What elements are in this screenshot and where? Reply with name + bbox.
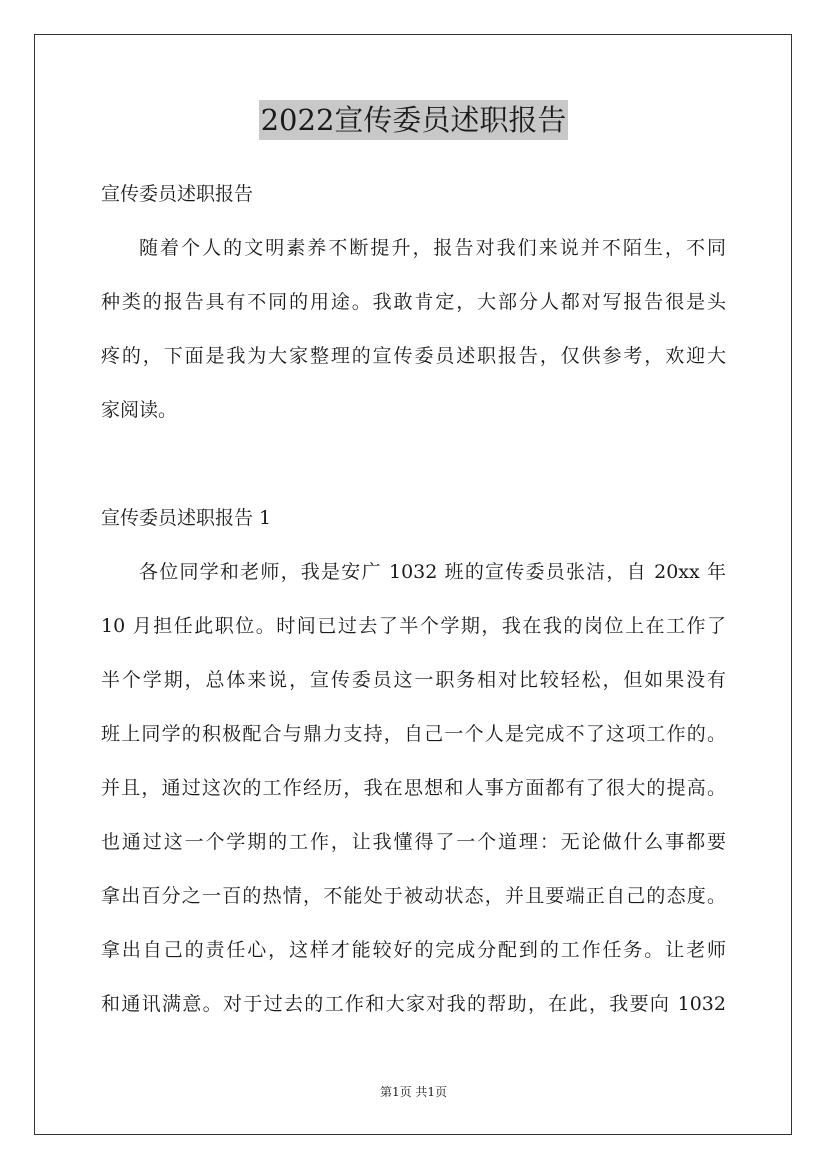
paragraph-line: 和通讯满意。对于过去的工作和大家对我的帮助，在此，我要向 1032 [101,993,726,1015]
paragraph-line: 也通过这一个学期的工作，让我懂得了一个道理：无论做什么事都要 [101,831,726,853]
document-title-text: 2022宣传委员述职报告 [259,100,569,140]
paragraph-line: 拿出自己的责任心，这样才能较好的完成分配到的工作任务。让老师 [101,939,726,961]
document-title [0,100,827,140]
paragraph-line: 种类的报告具有不同的用途。我敢肯定，大部分人都对写报告很是头 [101,291,726,313]
paragraph-line: 半个学期，总体来说，宣传委员这一职务相对比较轻松，但如果没有 [101,669,726,691]
section-heading: 宣传委员述职报告 [101,183,254,205]
paragraph-line: 并且，通过这次的工作经历，我在思想和人事方面都有了很大的提高。 [101,777,726,799]
paragraph-line: 疼的，下面是我为大家整理的宣传委员述职报告，仅供参考，欢迎大 [101,345,726,367]
paragraph-line: 各位同学和老师，我是安广 1032 班的宣传委员张洁，自 20xx 年 [139,561,726,583]
paragraph-line: 家阅读。 [101,399,178,421]
paragraph-line: 拿出百分之一百的热情，不能处于被动状态，并且要端正自己的态度。 [101,885,726,907]
section-heading: 宣传委员述职报告 1 [101,507,272,529]
page-footer: 第1页 共1页 [379,1085,448,1099]
paragraph-line: 随着个人的文明素养不断提升，报告对我们来说并不陌生，不同 [139,237,726,259]
paragraph-line: 班上同学的积极配合与鼎力支持，自己一个人是完成不了这项工作的。 [101,723,726,745]
paragraph-line: 10 月担任此职位。时间已过去了半个学期，我在我的岗位上在工作了 [101,615,726,637]
